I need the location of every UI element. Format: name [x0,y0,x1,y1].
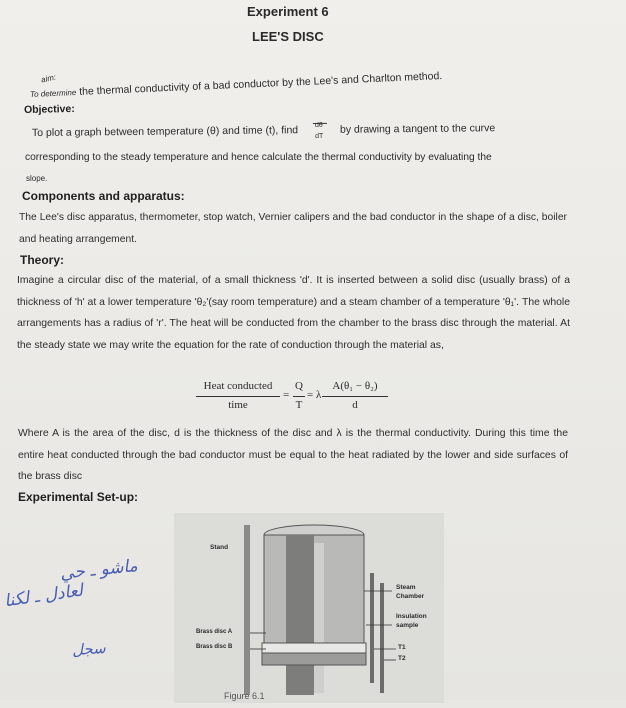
page-title: LEE'S DISC [252,29,324,44]
equation-rhs-denominator: d [352,399,358,411]
label-brass-disc-a: Brass disc A [196,629,233,635]
theory-after-text: Where A is the area of the disc, d is the thickness of the disc and λ is the thermal conductivity. During this time the entire heat conducted through the bad conductor must be equal to the heat radiated by the lower and side surfaces of the brass disc [18,428,568,482]
aim-text-main: the thermal conductivity of a bad conductor by the Lee's and Charlton method. [76,70,443,98]
apparatus-diagram [174,513,444,703]
label-t1: T1 [398,644,406,651]
components-text: The Lee's disc apparatus, thermometer, stop watch, Vernier calipers and the bad conductor in the shape of a disc, boiler and heating arrangement. [19,212,567,245]
aim-label: aim: [40,72,57,85]
label-sample: sample [396,622,419,629]
aim-text-prefix: To determine [29,87,77,99]
label-brass-disc-b: Brass disc B [196,644,233,650]
objective-line-3: slope. [26,174,48,183]
equation-t: T [295,399,303,411]
stand-rod [244,525,250,695]
components-heading: Components and apparatus: [22,189,185,203]
equation-rhs-bar [322,396,388,397]
lees-disc-figure [174,513,444,703]
label-t2: T2 [398,655,406,662]
equation-lhs-bar [196,396,280,397]
handwriting-line-2: لعادل ـ لكنا [2,580,85,612]
objective-line-1-a: To plot a graph between temperature (θ) and time (t), find [31,124,299,139]
objective-heading: Objective: [23,102,75,116]
theory-text: Imagine a circular disc of the material, of a small thickness 'd'. It is inserted between a solid disc (usually brass) of a thickness of 'h' at a lower temperature 'θ₂'(say room temperature) and a steam chamber of a temperature 'θ₁'. The whole arrangements has a radius of 'r'. The heat will be conducted from the chamber to the brass disc through the material. At the steady state we may write the equation for the rate of conduction through the material as, [17,275,570,351]
setup-heading: Experimental Set-up: [18,490,139,504]
objective-line-2: corresponding to the steady temperature and hence calculate the thermal conductivity by evaluating the [25,152,492,163]
fraction-denominator: dT [315,132,324,141]
thermometer-t2 [380,583,384,693]
theory-heading: Theory: [20,253,65,267]
label-insulation: Insulation [396,613,427,620]
fraction-bar [313,123,327,124]
figure-caption: Figure 6.1 [224,691,265,701]
equation-equals-lambda: = λ [307,389,322,401]
aim-text [30,66,443,105]
equation-lhs-numerator: Heat conducted [203,380,273,392]
label-insulation-sample [396,612,427,630]
equation-lhs-denominator: time [228,399,248,411]
objective-line-1 [32,118,495,144]
fraction-numerator: dθ [314,121,323,130]
label-stand: Stand [210,544,229,551]
label-steam: Steam [396,584,416,591]
label-chamber: Chamber [396,593,425,600]
experiment-number: Experiment 6 [247,4,329,19]
equation-q: Q [295,380,303,392]
equation [196,380,396,412]
label-steam-chamber [396,583,424,601]
column-highlight [314,543,324,693]
equation-rhs-numerator: A(θ₁ − θ₂) [332,380,378,392]
insulation-sample [262,643,366,653]
equation-equals-1: = [283,389,290,401]
dtheta-dt-fraction [301,121,337,141]
thermometer-t1 [370,573,374,683]
objective-line-1-b: by drawing a tangent to the curve [339,122,496,136]
central-column [286,535,314,695]
handwriting-line-3: سجل [71,638,107,660]
brass-disc [262,653,366,665]
equation-q-bar [293,396,305,397]
handwriting-line-1: ماشو ـ حي [59,555,139,585]
